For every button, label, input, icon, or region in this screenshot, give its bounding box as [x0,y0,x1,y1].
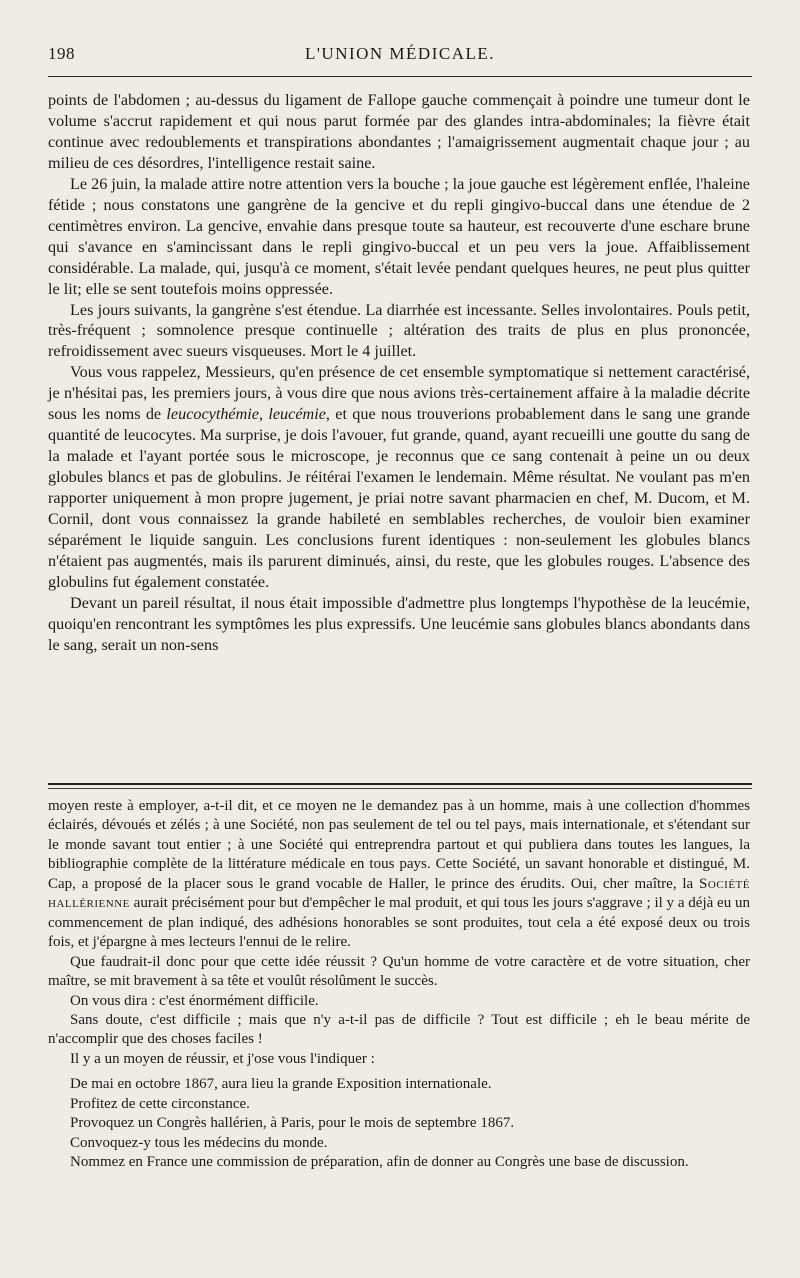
list-item: De mai en octobre 1867, aura lieu la grande Exposition internationale. [70,1076,492,1093]
header-rule [48,76,752,77]
list-item: Nommez en France une commission de préparation, afin de donner au Congrès une base de discussion. [70,1154,689,1171]
list-item: Profitez de cette circonstance. [70,1095,250,1112]
running-title: L'UNION MÉDICALE. [304,44,496,63]
footnote-paragraph-4: Sans doute, c'est difficile ; mais que n'y a-t-il pas de difficile ? Tout est difficile ; eh le beau mérite de n'accomplir que des choses faciles ! [48,1011,750,1048]
list-item: Convoquez-y tous les médecins du monde. [70,1134,328,1151]
footnote-1-part-b: aurait précisément pour but d'empêcher le mal produit, et qui tous les jours s'aggrave ; il y a déjà eu un commencement de plan indiqué, des adhésions honorables se sont produites, tout cela a été exposé deux ou trois fois, et j'épargne à mes lecteurs l'ennui de le relire. [48,895,750,951]
term-leucocythemie: leucocythémie [166,405,259,424]
term-separator: , [259,405,269,424]
paragraph-2: Le 26 juin, la malade attire notre attention vers la bouche ; la joue gauche est légèrement enflée, l'haleine fétide ; nous constatons une gangrène de la gencive et du repli gingivo-buccal dans une étendue de 2 centimètres environ. La gencive, envahie dans presque toute sa hauteur, est recouverte d'une eschare brune qui s'avance en s'amincissant dans le repli gingivo-buccal et un peu vers la joue. Affaiblissement considérable. La malade, qui, jusqu'à ce moment, s'était levée pendant quelques heures, ne peut plus quitter le lit; elle se sent toutefois moins oppressée. [48,174,750,298]
footnote-paragraph-2: Que faudrait-il donc pour que cette idée réussit ? Qu'un homme de votre caractère et de votre situation, cher maître, se mit bravement à sa tête et voulût résolûment le succès. [48,953,750,990]
footnote-paragraph-1 [48,797,750,953]
paragraph-1: points de l'abdomen ; au-dessus du ligament de Fallope gauche commençait à poindre une tumeur dont le volume s'accrut rapidement et qui nous parut formée par des glandes intra-abdominales; la fièvre était continue avec redoublements et transpirations abondantes ; l'amaigrissement augmentait chaque jour ; au milieu de ces désordres, l'intelligence restait saine. [48,91,750,172]
proposal-list [48,1075,750,1172]
paragraph-4 [48,362,750,592]
footnote-paragraph-5: Il y a un moyen de réussir, et j'ose vous l'indiquer : [70,1050,375,1067]
paragraph-3: Les jours suivants, la gangrène s'est étendue. La diarrhée est incessante. Selles involontaires. Pouls petit, très-fréquent ; somnolence presque continuelle ; altération des traits de plus en plus prononcée, refroidissement avec sueurs visqueuses. Mort le 4 juillet. [48,300,750,361]
footnote-text [48,797,750,1173]
term-leucemie: leucémie [268,405,326,424]
separator-thick-rule [48,783,752,785]
page-number: 198 [48,44,75,63]
paragraph-4-part-b: , et que nous trouverions probablement dans le sang une grande quantité de leucocytes. Ma surprise, je dois l'avouer, fut grande, quand, ayant recueilli une goutte du sang de la malade et l'ayant portée sous le microscope, je reconnus que ce sang contenait à peine un ou deux globules blancs et pas de globulins. Je réitérai l'examen le lendemain. Même résultat. Ne voulant pas m'en rapporter uniquement à mon propre jugement, je priai notre savant pharmacien en chef, M. Ducom, et M. Cornil, dont vous connaissez la grande habileté en semblables recherches, de vouloir bien examiner séparément le liquide sanguin. Les conclusions furent identiques : non-seulement les globules blancs n'étaient pas augmentés, mais ils parurent diminués, ainsi, du reste, que les globules rouges. L'absence des globulins fut également constatée. [48,405,750,591]
list-item: Provoquez un Congrès hallérien, à Paris, pour le mois de septembre 1867. [70,1115,515,1132]
paragraph-4-part-a: Vous vous rappelez, Messieurs, qu'en présence de cet ensemble symptomatique si nettement caractérisé, je n'hésitai pas, les premiers jours, à vous dire que nous avions très-certainement affaire à la maladie décrite sous les noms de [48,363,750,424]
footnote-1-part-a: moyen reste à employer, a-t-il dit, et ce moyen ne le demandez pas à un homme, mais à une collection d'hommes éclairés, dévoués et zélés ; à une Société, non pas seulement de tel ou tel pays, mais internationale, et s'étendant sur le monde savant tout entier ; à une Société qui entreprendra partout et qui publiera dans toutes les langues, la bibliographie complète de la littérature médicale en tous pays. Cette Société, un savant honorable et distingué, M. Cap, a proposé de la placer sous le grand vocable de Haller, le prince des érudits. Oui, cher maître, la [48,798,750,892]
running-header [48,42,752,72]
main-text [48,90,750,656]
paragraph-5: Devant un pareil résultat, il nous était impossible d'admettre plus longtemps l'hypothèse de la leucémie, quoiqu'en rencontrant les symptômes les plus expressifs. Une leucémie sans globules blancs abondants dans le sang, serait un non-sens [48,593,750,654]
footnote-separator [48,783,752,789]
separator-thin-rule [48,788,752,789]
footnote-paragraph-3: On vous dira : c'est énormément difficile. [70,992,319,1009]
societe-hallerienne: Société hallérienne [48,875,750,912]
